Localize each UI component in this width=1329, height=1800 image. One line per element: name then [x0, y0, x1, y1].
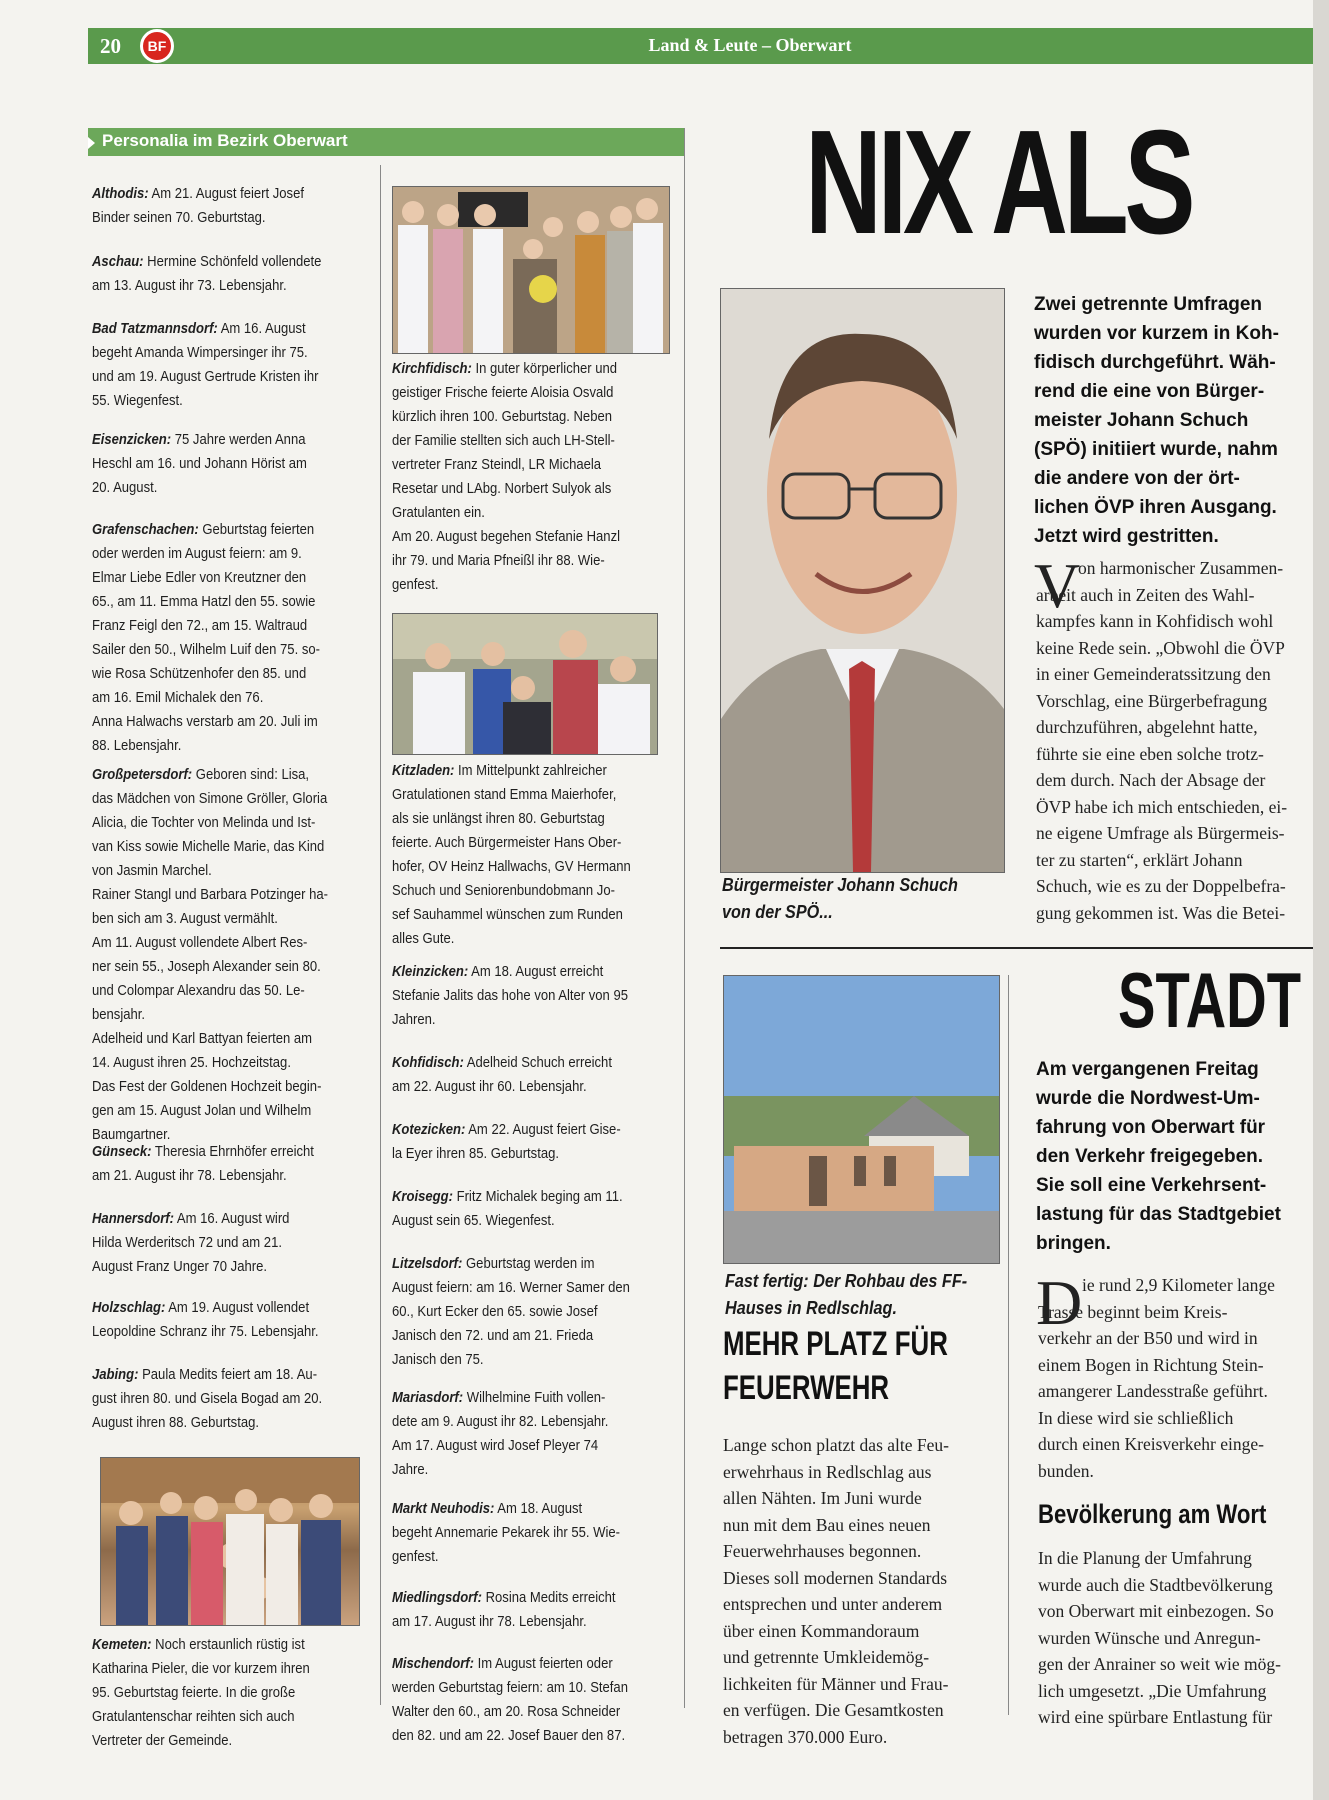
list-item: Jabing: Paula Medits feiert am 18. Au- gust ihren 80. und Gisela Bogad am 20. August ihren 88. Geburtstag. [92, 1366, 323, 1431]
group-photo-icon [393, 187, 669, 353]
photo-kemeten-group [100, 1457, 360, 1626]
photo-caption: Bürgermeister Johann Schuch von der SPÖ... [722, 875, 958, 922]
list-item: Kotezicken: Am 22. August feiert Gise- la Eyer ihren 85. Geburtstag. [392, 1121, 621, 1162]
portrait-icon [721, 289, 1004, 872]
list-item: Eisenzicken: 75 Jahre werden Anna Heschl am 16. und Johann Hörist am 20. August. [92, 431, 307, 496]
list-item: Grafenschachen: Geburtstag feierten oder werden im August feiern: am 9. Elmar Liebe Edler von Kreutzner den 65., am 11. Emma Hatzl den 55. sowie Franz Feigl den 72., am 15. Waltraud Sailer den 50., Wilhelm Luif den 75. so- wie Rosa Schützenhofer den 85. und am 16. Emil Michalek den 76. Anna Halwachs verstarb am 20. Juli im 88. Lebensjahr. [92, 521, 320, 754]
photo-mayor-portrait [720, 288, 1005, 873]
article-body: on harmonischer Zusammen- arbeit auch in Zeiten des Wahl- kampfes kann in Kohfidisch wohl keine Rede sein. „Obwohl die ÖVP in einer Gemeinderatssitzung den Vorschlag, eine Bürgerbefragung durchzuführen, abgelehnt hatte, führte sie eine eben solche trotz- dem durch. Nach der Absage der ÖVP habe ich mich entschieden, ei- ne eigene Umfrage als Bürgermeis- ter zu starten“, erklärt Johann Schuch, wie es zu der Doppelbefra- gung gekommen ist. Was die Betei- [1036, 558, 1288, 923]
article-body: ie rund 2,9 Kilometer lange Trasse beginnt beim Kreis- verkehr an der B50 und wird in einem Bogen in Richtung Stein- amangerer Landesstraße geführt. In diese wird sie schließlich durch einen Kreisverkehr einge- bunden. [1038, 1275, 1275, 1481]
page-number: 20 [100, 34, 121, 58]
list-item: Litzelsdorf: Geburtstag werden im August feiern: am 16. Werner Samer den 60., Kurt Ecker den 65. sowie Josef Janisch den 72. und am 21. Frieda Janisch den 75. [392, 1255, 630, 1368]
list-item: Miedlingsdorf: Rosina Medits erreicht am 17. August ihr 78. Lebensjahr. [392, 1589, 616, 1630]
headline-mehr-platz: MEHR PLATZ FÜR FEUERWEHR [723, 1325, 948, 1407]
construction-photo-icon [724, 976, 999, 1263]
page-edge [1313, 0, 1329, 1800]
subheading: Bevölkerung am Wort [1038, 1499, 1267, 1529]
lead-text: Zwei getrennte Umfragen wurden vor kurzem in Koh- fidisch durchgeführt. Wäh- rend die eine von Bürger- meister Johann Schuch (SPÖ) initiiert wurde, nahm die andere von der ört- lichen ÖVP ihren Ausgang. Jetzt wird gestritten. [1034, 294, 1279, 547]
headline-stadt: STADT [1118, 956, 1302, 1044]
list-item: Aschau: Hermine Schönfeld vollendete am 13. August ihr 73. Lebensjahr. [92, 253, 322, 294]
list-item: Großpetersdorf: Geboren sind: Lisa, das Mädchen von Simone Gröller, Gloria Alicia, die Tochter von Melinda und Ist- van Kiss sowie Michelle Marie, das Kind von Jasmin Marchel. Rainer Stangl und Barbara Potzinger ha- ben sich am 3. August vermählt. Am 11. August vollendete Albert Res- ner sein 55., Joseph Alexander sein 80. und Colompar Alexandru das 50. Le- bensjahr. Adelheid und Karl Battyan feierten am 14. August ihren 25. Hochzeitstag. Das Fest der Goldenen Hochzeit begin- gen am 15. August Jolan und Wilhelm Baumgartner. [92, 766, 328, 1143]
list-item: Markt Neuhodis: Am 18. August begeht Annemarie Pekarek ihr 55. Wie- genfest. [392, 1500, 620, 1565]
photo-kirchfidisch-family [392, 186, 670, 354]
divider [720, 947, 1315, 949]
dropcap: V [1034, 550, 1081, 621]
list-item: Kirchfidisch: In guter körperlicher und geistiger Frische feierte Aloisia Osvald kürzlich ihren 100. Geburtstag. Neben der Familie stellten sich auch LH-Stell- vertreter Franz Steindl, LR Michaela Resetar und LAbg. Norbert Sulyok als Gratulanten ein. Am 20. August begehen Stefanie Hanzl ihr 79. und Maria Pfneißl ihr 88. Wie- genfest. [392, 360, 621, 593]
group-photo-icon [101, 1458, 359, 1625]
personalia-title: Personalia im Bezirk Oberwart [102, 131, 348, 150]
article-body: In die Planung der Umfahrung wurde auch die Stadtbevölkerung von Oberwart mit einbezogen. So wurden Wünsche und Anregun- gen der Anrainer so weit wie mög- lich umgesetzt. „Die Umfahrung wird eine spürbare Entlastung für [1038, 1548, 1281, 1727]
list-item: Mariasdorf: Wilhelmine Fuith vollen- dete am 9. August ihr 82. Lebensjahr. Am 17. August wird Josef Pleyer 74 Jahre. [392, 1389, 609, 1478]
publication-logo: BF [140, 29, 174, 63]
dropcap: D [1036, 1267, 1083, 1338]
group-photo-icon [393, 614, 657, 754]
section-title: Land & Leute – Oberwart [648, 35, 852, 55]
list-item: Kitzladen: Im Mittelpunkt zahlreicher Gratulationen stand Emma Maierhofer, als sie unlängst ihren 80. Geburtstag feierte. Auch Bürgermeister Hans Ober- hofer, OV Heinz Hallwachs, GV Hermann Schuch und Seniorenbundobmann Jo- sef Sauhammel wünschen zum Runden alles Gute. [392, 762, 631, 947]
photo-fire-station-construction [723, 975, 1000, 1264]
list-item: Kleinzicken: Am 18. August erreicht Stefanie Jalits das hohe von Alter von 95 Jahren. [392, 963, 628, 1028]
article-body: Lange schon platzt das alte Feu- erwehrhaus in Redlschlag aus allen Nähten. Im Juni wurde nun mit dem Bau eines neuen Feuerwehrhauses begonnen. Dieses soll modernen Standards entsprechen und unter anderem über einen Kommandoraum und getrennte Umkleidemög- lichkeiten für Männer und Frau- en verfügen. Die Gesamtkosten betragen 370.000 Euro. [723, 1435, 949, 1747]
list-item: Althodis: Am 21. August feiert Josef Binder seinen 70. Geburtstag. [92, 185, 304, 226]
list-item: Hannersdorf: Am 16. August wird Hilda Werderitsch 72 und am 21. August Franz Unger 70 Jahre. [92, 1210, 290, 1275]
list-item: Mischendorf: Im August feierten oder werden Geburtstag feiern: am 10. Stefan Walter den 60., am 20. Rosa Schneider den 82. und am 22. Josef Bauer den 87. [392, 1655, 628, 1744]
list-item: Kroisegg: Fritz Michalek beging am 11. August sein 65. Wiegenfest. [392, 1188, 623, 1229]
headline-nix-als: NIX ALS [805, 100, 1192, 265]
list-item: Bad Tatzmannsdorf: Am 16. August begeht Amanda Wimpersinger ihr 75. und am 19. August Gertrude Kristen ihr 55. Wiegenfest. [92, 320, 319, 409]
photo-caption: Fast fertig: Der Rohbau des FF- Hauses in Redlschlag. [725, 1271, 968, 1318]
lead-text: Am vergangenen Freitag wurde die Nordwest-Um- fahrung von Oberwart für den Verkehr freigegeben. Sie soll eine Verkehrsent- lastung für das Stadtgebiet bringen. [1036, 1059, 1281, 1254]
arrow-icon [88, 137, 95, 149]
photo-kitzladen-group [392, 613, 658, 755]
list-item: Günseck: Theresia Ehrnhöfer erreicht am 21. August ihr 78. Lebensjahr. [92, 1143, 314, 1184]
list-item: Kohfidisch: Adelheid Schuch erreicht am 22. August ihr 60. Lebensjahr. [392, 1054, 612, 1095]
list-item: Kemeten: Noch erstaunlich rüstig ist Katharina Pieler, die vor kurzem ihren 95. Geburtstag feierte. In die große Gratulantenschar reihten sich auch Vertreter der Gemeinde. [92, 1636, 310, 1749]
list-item: Holzschlag: Am 19. August vollendet Leopoldine Schranz ihr 75. Lebensjahr. [92, 1299, 319, 1340]
